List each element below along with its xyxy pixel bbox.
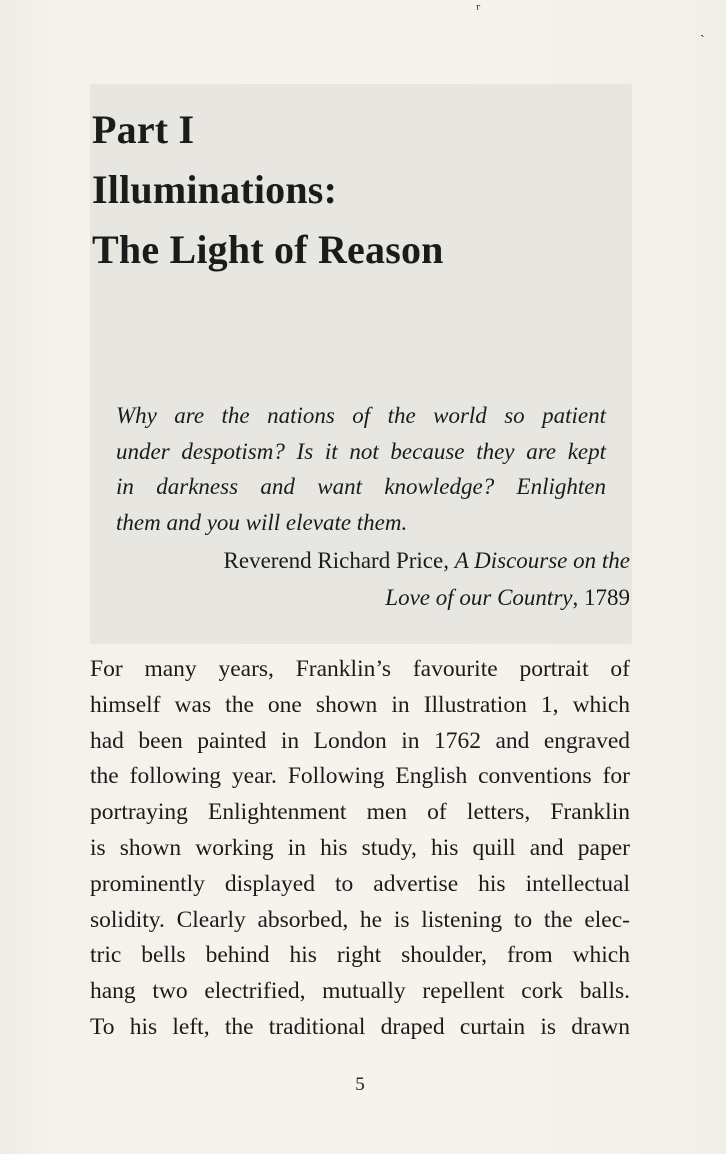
part-number: Part I [92, 107, 195, 152]
page-number: 5 [355, 1074, 365, 1095]
epigraph-quote [116, 398, 606, 540]
epigraph-attribution [140, 542, 630, 616]
attribution-title-cont: Love of our Country [385, 585, 573, 610]
attribution-year: , 1789 [572, 585, 630, 610]
body-line: For many years, Franklin’s favourite portrait of [90, 656, 630, 682]
epigraph-line: under despotism? Is it not because they are kept [116, 438, 606, 464]
attribution-title: A Discourse on the [454, 548, 630, 573]
epigraph-line: Why are the nations of the world so patient [116, 403, 606, 428]
epigraph-line: in darkness and want knowledge? Enlighten [116, 474, 606, 499]
part-subtitle: The Light of Reason [92, 227, 444, 272]
part-title: Illuminations: [92, 167, 338, 212]
ink-speck: ˏ [700, 22, 705, 38]
body-line: the following year. Following English conventions for [90, 763, 630, 790]
body-line: portraying Enlightenment men of letters, Franklin [90, 799, 630, 826]
body-line: is shown working in his study, his quill and paper [90, 834, 630, 861]
attribution-author: Reverend Richard Price, [223, 548, 449, 573]
body-line: To his left, the traditional draped curtain is drawn [90, 1013, 630, 1040]
part-heading [92, 100, 612, 280]
body-line: prominently displayed to advertise his intellectual [90, 870, 630, 897]
body-paragraph [90, 652, 630, 1046]
body-line: tric bells behind his right shoulder, from which [90, 942, 630, 969]
epigraph-line: them and you will elevate them. [116, 509, 408, 535]
body-line: had been painted in London in 1762 and engraved [90, 727, 630, 754]
body-line: hang two electrified, mutually repellent cork balls. [90, 978, 630, 1005]
ink-speck: ʳ [476, 2, 481, 18]
body-line: himself was the one shown in Illustration 1, which [90, 691, 630, 718]
body-line: solidity. Clearly absorbed, he is listening to the elec- [90, 906, 630, 933]
